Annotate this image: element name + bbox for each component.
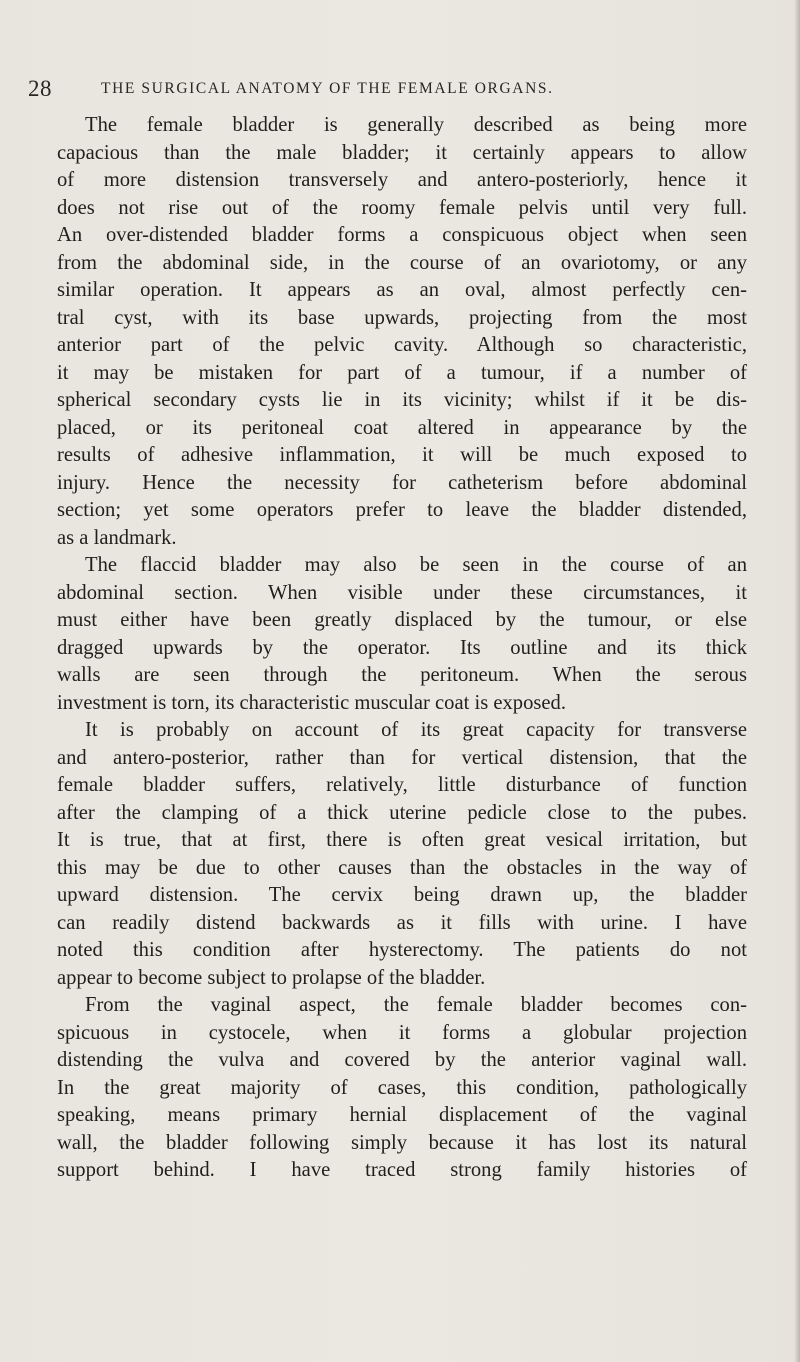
text-line: injury. Hence the necessity for catheterism before abdominal	[57, 471, 747, 494]
body-text	[57, 112, 747, 1185]
text-line: it may be mistaken for part of a tumour, if a number of	[57, 361, 747, 384]
text-line: similar operation. It appears as an oval, almost perfectly cen-	[57, 279, 747, 301]
text-line: From the vaginal aspect, the female bladder becomes con-	[85, 994, 747, 1016]
text-line: female bladder suffers, relatively, little disturbance of function	[57, 774, 747, 796]
text-line: noted this condition after hysterectomy. The patients do not	[57, 939, 747, 961]
text-line: In the great majority of cases, this condition, pathologically	[57, 1076, 747, 1099]
text-line: after the clamping of a thick uterine pedicle close to the pubes.	[57, 801, 747, 824]
text-line: placed, or its peritoneal coat altered in appearance by the	[57, 416, 747, 439]
text-line: upward distension. The cervix being drawn up, the bladder	[57, 884, 747, 906]
text-line: investment is torn, its characteristic muscular coat is exposed.	[57, 691, 566, 714]
text-line: does not rise out of the roomy female pelvis until very full.	[57, 196, 747, 219]
text-line: dragged upwards by the operator. Its outline and its thick	[57, 636, 747, 659]
text-line: of more distension transversely and antero-posteriorly, hence it	[57, 169, 747, 191]
text-line: The flaccid bladder may also be seen in the course of an	[85, 554, 747, 576]
text-line: tral cyst, with its base upwards, projecting from the most	[57, 306, 747, 329]
page-number: 28	[28, 76, 52, 101]
text-line: anterior part of the pelvic cavity. Although so characteristic,	[57, 334, 747, 356]
text-line: It is true, that at first, there is often great vesical irritation, but	[57, 829, 747, 851]
text-line: spicuous in cystocele, when it forms a globular projection	[57, 1021, 747, 1044]
text-line: abdominal section. When visible under these circumstances, it	[57, 581, 747, 604]
text-line: spherical secondary cysts lie in its vicinity; whilst if it be dis-	[57, 389, 747, 411]
text-line: results of adhesive inflammation, it will be much exposed to	[57, 444, 747, 466]
text-line: section; yet some operators prefer to leave the bladder distended,	[57, 499, 747, 521]
text-line: walls are seen through the peritoneum. When the serous	[57, 664, 747, 686]
text-line: It is probably on account of its great capacity for transverse	[85, 719, 747, 741]
text-line: distending the vulva and covered by the anterior vaginal wall.	[57, 1049, 747, 1071]
text-line: The female bladder is generally described as being more	[85, 114, 747, 136]
page-header	[28, 76, 760, 106]
text-line: An over-distended bladder forms a conspicuous object when seen	[57, 224, 747, 246]
running-title: THE SURGICAL ANATOMY OF THE FEMALE ORGANS.	[101, 80, 554, 97]
text-line: speaking, means primary hernial displacement of the vaginal	[57, 1104, 747, 1126]
text-line: as a landmark.	[57, 526, 177, 549]
page-edge-shadow	[794, 0, 800, 1362]
text-line: can readily distend backwards as it fills with urine. I have	[57, 911, 747, 934]
text-line: from the abdominal side, in the course of an ovariotomy, or any	[57, 251, 747, 274]
text-line: must either have been greatly displaced by the tumour, or else	[57, 609, 747, 631]
text-line: wall, the bladder following simply because it has lost its natural	[57, 1131, 747, 1154]
text-line: capacious than the male bladder; it certainly appears to allow	[57, 141, 747, 164]
text-line: appear to become subject to prolapse of the bladder.	[57, 966, 486, 989]
text-line: and antero-posterior, rather than for vertical distension, that the	[57, 746, 747, 769]
text-line: support behind. I have traced strong family histories of	[57, 1159, 747, 1181]
text-line: this may be due to other causes than the obstacles in the way of	[57, 856, 747, 879]
